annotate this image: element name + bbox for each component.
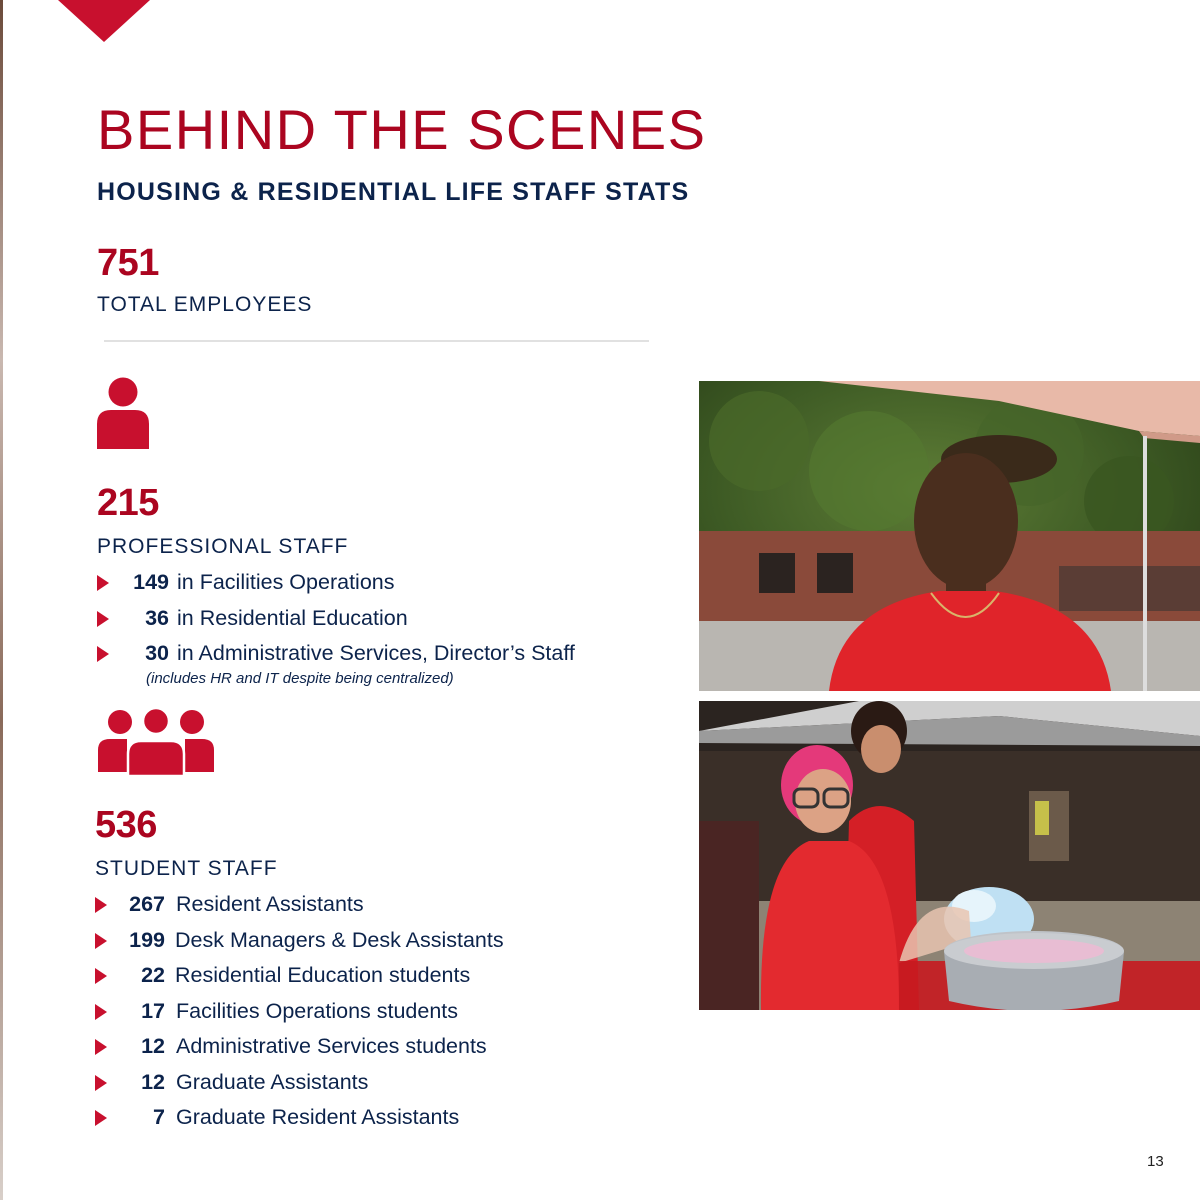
student-staff-value: 536 [95, 804, 157, 846]
item-count: 7 [153, 1105, 165, 1129]
item-text: Resident Assistants [176, 892, 364, 916]
item-text: Graduate Resident Assistants [176, 1105, 460, 1129]
bullet-arrow-icon [97, 646, 109, 662]
list-item [95, 1103, 615, 1139]
item-count: 30 [145, 641, 169, 665]
student-staff-label: STUDENT STAFF [95, 857, 278, 880]
page-subtitle: HOUSING & RESIDENTIAL LIFE STAFF STATS [97, 178, 690, 206]
bullet-arrow-icon [95, 933, 107, 949]
bullet-arrow-icon [95, 1075, 107, 1091]
professional-staff-label: PROFESSIONAL STAFF [97, 535, 349, 558]
list-item [97, 568, 617, 604]
list-item [95, 890, 615, 926]
bullet-arrow-icon [95, 968, 107, 984]
total-employees-value: 751 [97, 242, 159, 284]
student-staff-list [95, 890, 615, 1139]
bullet-arrow-icon [97, 575, 109, 591]
section-divider [104, 340, 649, 342]
bullet-arrow-icon [95, 1004, 107, 1020]
list-item [95, 926, 615, 962]
page-number: 13 [1147, 1153, 1164, 1170]
item-count: 12 [141, 1069, 165, 1094]
total-employees-label: TOTAL EMPLOYEES [97, 293, 313, 316]
professional-staff-note: (includes HR and IT despite being centralized) [146, 670, 454, 687]
item-count: 17 [141, 998, 165, 1023]
item-count: 22 [141, 963, 165, 987]
group-icon [97, 708, 215, 776]
bullet-arrow-icon [95, 897, 107, 913]
list-item [95, 1032, 615, 1068]
list-item [95, 997, 615, 1033]
page-title: BEHIND THE SCENES [97, 98, 707, 161]
item-text: Administrative Services students [176, 1034, 487, 1058]
professional-staff-list [97, 568, 617, 675]
item-text: Graduate Assistants [176, 1069, 369, 1094]
item-count: 12 [141, 1034, 165, 1058]
bullet-arrow-icon [95, 1039, 107, 1055]
item-count: 36 [145, 605, 169, 630]
item-text: Facilities Operations students [176, 998, 459, 1023]
item-text: Residential Education students [175, 963, 471, 987]
page-edge [0, 0, 3, 1200]
item-count: 149 [133, 570, 169, 594]
item-text: in Administrative Services, Director’s Staff [177, 641, 575, 665]
item-count: 267 [129, 892, 165, 916]
item-count: 199 [129, 927, 165, 952]
chevron-down-icon [58, 0, 150, 42]
item-text: in Residential Education [177, 605, 408, 630]
bullet-arrow-icon [95, 1110, 107, 1126]
item-text: in Facilities Operations [177, 570, 395, 594]
bullet-arrow-icon [97, 611, 109, 627]
item-text: Desk Managers & Desk Assistants [175, 927, 504, 952]
person-icon [95, 377, 151, 449]
list-item [95, 961, 615, 997]
list-item [95, 1068, 615, 1104]
staff-photo-1 [699, 381, 1200, 691]
list-item [97, 604, 617, 640]
professional-staff-value: 215 [97, 482, 159, 524]
staff-photo-2 [699, 701, 1200, 1010]
